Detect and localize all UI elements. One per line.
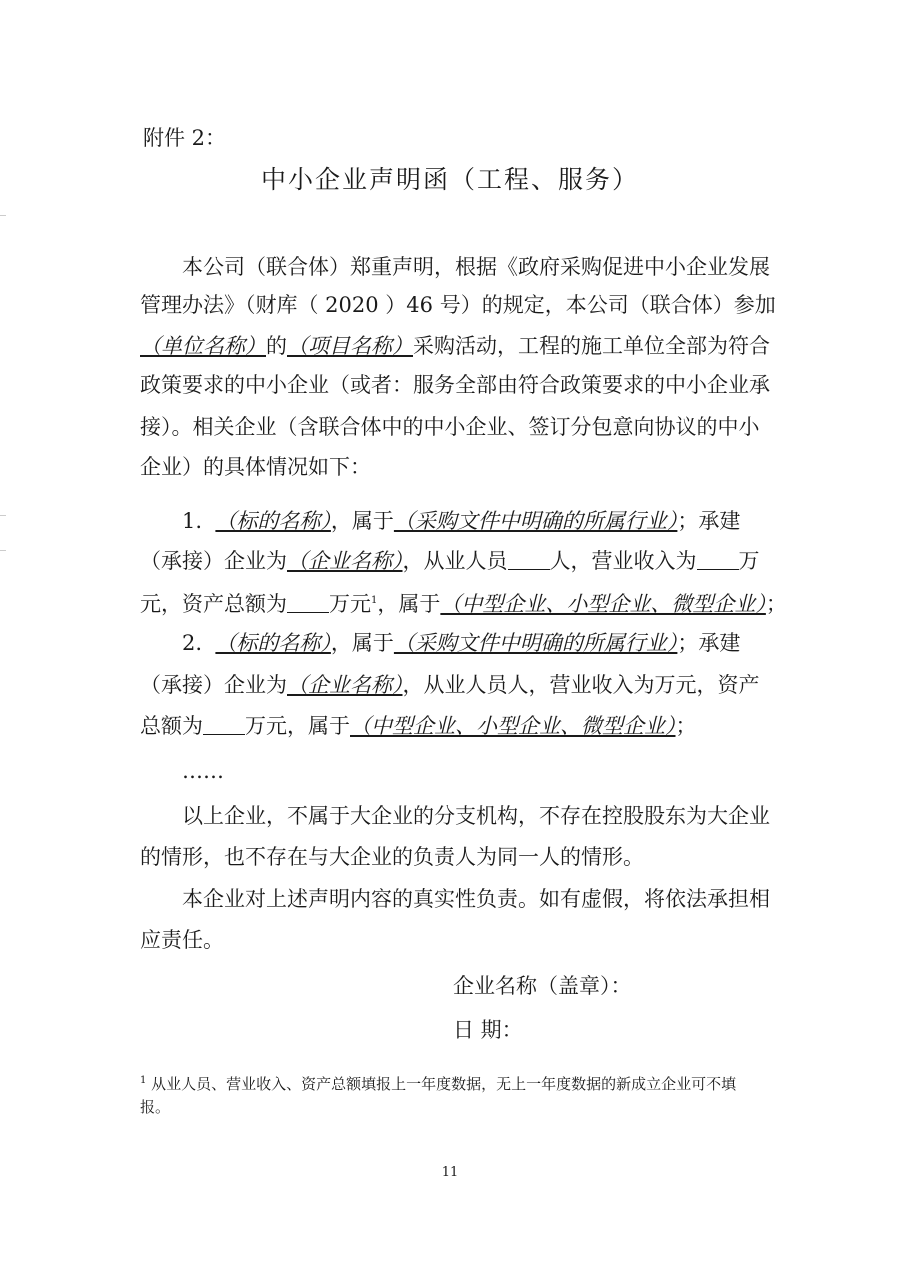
intro-line-1: 本公司（联合体）郑重声明，根据《政府采购促进中小企业发展 <box>182 255 770 279</box>
document-title: 中小企业声明函（工程、服务） <box>260 165 639 194</box>
item-number: 1. <box>182 509 203 533</box>
footnote-line-2: 报。 <box>140 1098 171 1116</box>
item-text: 万元，属于 <box>245 714 350 738</box>
blank-revenue <box>697 551 739 570</box>
footnote-mark: 1 <box>140 1075 147 1086</box>
para2-line-2: 的情形，也不存在与大企业的负责人为同一人的情形。 <box>140 845 644 869</box>
intro-line-5: 接）。相关企业（含联合体中的中小企业、签订分包意向协议的中小 <box>140 415 760 439</box>
item-text: ； <box>765 592 787 616</box>
intro-line-2: 管理办法》（财库（ 2020 ）46 号）的规定，本公司（联合体）参加 <box>140 293 776 317</box>
footnote-line-1 <box>140 1068 736 1097</box>
para3-line-2: 应责任。 <box>140 928 224 952</box>
date-label: 日 期： <box>453 1018 523 1042</box>
unit-name-placeholder: （单位名称） <box>140 334 266 358</box>
item-2-line-3 <box>140 711 697 741</box>
item-text: ，属于 <box>330 509 394 533</box>
item-text: ，从业人员人，营业收入为万元，资产 <box>402 673 760 697</box>
item-text: 元，资产总额为 <box>140 592 287 616</box>
item-text: 总额为 <box>140 714 203 738</box>
item-text: ，属于 <box>330 631 394 655</box>
size-placeholder: （中型企业、小型企业、微型企业） <box>440 592 766 616</box>
page-number: 11 <box>441 1165 459 1180</box>
ellipsis: …… <box>182 759 224 783</box>
item-text: ，属于 <box>377 592 441 616</box>
blank-assets <box>287 594 329 613</box>
para2-line-1: 以上企业，不属于大企业的分支机构，不存在控股股东为大企业 <box>182 804 770 828</box>
item-1-line-1 <box>182 506 740 536</box>
intro-line-6: 企业）的具体情况如下： <box>140 455 371 479</box>
scan-edge-mark <box>0 550 6 551</box>
item-text: ；承建 <box>677 631 741 655</box>
intro-line-3 <box>140 331 770 361</box>
scan-edge-mark <box>0 515 6 516</box>
item-text: ； <box>675 714 697 738</box>
project-name-placeholder: （项目名称） <box>287 334 413 358</box>
industry-placeholder: （采购文件中明确的所属行业） <box>393 509 678 533</box>
industry-placeholder: （采购文件中明确的所属行业） <box>393 631 678 655</box>
intro-line-4: 政策要求的中小企业（或者：服务全部由符合政策要求的中小企业承 <box>140 373 770 397</box>
intro-text: 的 <box>266 334 287 358</box>
item-text: 万元 <box>329 592 371 616</box>
item-text: （承接）企业为 <box>140 673 287 697</box>
size-placeholder: （中型企业、小型企业、微型企业） <box>350 714 676 738</box>
item-text: ；承建 <box>677 509 741 533</box>
item-text: 人，营业收入为 <box>549 549 697 573</box>
blank-assets <box>203 716 245 735</box>
footnote-ref: 1 <box>371 595 378 606</box>
item-text: （承接）企业为 <box>140 549 287 573</box>
item-text: 万 <box>738 549 760 573</box>
item-text: ，从业人员 <box>402 549 508 573</box>
scan-edge-mark <box>0 215 6 216</box>
item-number: 2. <box>182 631 203 655</box>
attachment-label: 附件 2： <box>143 126 227 150</box>
footnote-text: 从业人员、营业收入、资产总额填报上一年度数据，无上一年度数据的新成立企业可不填 <box>151 1075 737 1093</box>
target-name-placeholder: （标的名称） <box>215 509 331 533</box>
intro-text: 采购活动，工程的施工单位全部为符合 <box>413 334 770 358</box>
item-2-line-2 <box>140 670 760 700</box>
company-name-placeholder: （企业名称） <box>287 549 403 573</box>
target-name-placeholder: （标的名称） <box>215 631 331 655</box>
company-name-placeholder: （企业名称） <box>287 673 403 697</box>
company-seal-label: 企业名称（盖章）： <box>453 974 632 998</box>
para3-line-1: 本企业对上述声明内容的真实性负责。如有虚假，将依法承担相 <box>182 887 770 911</box>
item-2-line-1 <box>182 628 740 658</box>
item-1-line-3 <box>140 586 787 619</box>
item-1-line-2 <box>140 546 760 576</box>
blank-employees <box>508 551 550 570</box>
